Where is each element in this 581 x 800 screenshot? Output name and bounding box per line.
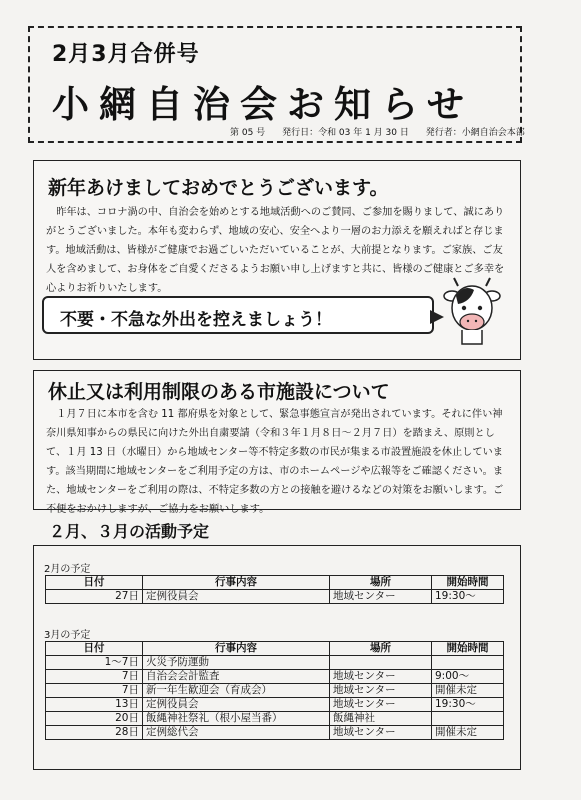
table-row bbox=[46, 712, 504, 726]
newsletter-title: 小網自治会お知らせ bbox=[52, 83, 474, 126]
cell-place: 地域センター bbox=[330, 726, 432, 740]
cell-place: 地域センター bbox=[330, 698, 432, 712]
facilities-section bbox=[33, 370, 521, 515]
cell-event: 定例役員会 bbox=[143, 590, 330, 604]
cell-event: 定例役員会 bbox=[143, 698, 330, 712]
publisher: 発行者：小網自治会本部 bbox=[425, 128, 525, 138]
col-place: 場所 bbox=[330, 642, 432, 656]
issue-label: 2月3月合併号 bbox=[52, 42, 200, 67]
greeting-title: 新年あけましておめでとうございます。 bbox=[48, 177, 389, 199]
cell-time: 開催未定 bbox=[432, 684, 504, 698]
cell-date: 7日 bbox=[46, 670, 143, 684]
feb-table bbox=[45, 575, 504, 604]
table-row bbox=[46, 726, 504, 740]
col-date: 日付 bbox=[46, 576, 143, 590]
col-time: 開始時間 bbox=[432, 576, 504, 590]
cell-time: 19:30～ bbox=[432, 590, 504, 604]
greeting-body: 昨年は、コロナ渦の中、自治会を始めとする地域活動へのご賛同、ご参加を賜りまして、誠にありがとうございました。本年も変わらず、地域の安心、安全へより一層のお力添えを願えればと存じます。地域活動は、皆様がご健康でお過ごしいただいていることが、大前提となります。ご家族、ご友人を含めまして、お身体をご自愛くださるようお願い申し上げますと共に、皆様のご健康とご多幸を心よりお祈りいたします。 bbox=[46, 207, 505, 294]
facilities-body-wrap bbox=[46, 405, 510, 519]
table-row bbox=[46, 684, 504, 698]
cell-date: 13日 bbox=[46, 698, 143, 712]
table-row bbox=[46, 670, 504, 684]
table-header-row bbox=[46, 576, 504, 590]
table-header-row bbox=[46, 642, 504, 656]
issue-number: 第 05 号 bbox=[230, 128, 266, 138]
cell-place: 地域センター bbox=[330, 590, 432, 604]
publish-date: 発行日：令和 03 年 1 月 30 日 bbox=[282, 128, 409, 138]
cell-event: 新一年生歓迎会（育成会） bbox=[143, 684, 330, 698]
table-row bbox=[46, 698, 504, 712]
cell-place: 飯縄神社 bbox=[330, 712, 432, 726]
greeting-section bbox=[33, 160, 521, 360]
cell-time: 開催未定 bbox=[432, 726, 504, 740]
mar-table bbox=[45, 641, 504, 740]
cow-mascot-icon bbox=[442, 276, 502, 348]
cell-time bbox=[432, 656, 504, 670]
bubble-text: 不要・不急な外出を控えましょう！ bbox=[60, 310, 332, 330]
table-row bbox=[46, 656, 504, 670]
cell-event: 飯縄神社祭礼（根小屋当番） bbox=[143, 712, 330, 726]
col-date: 日付 bbox=[46, 642, 143, 656]
cell-date: 1～7日 bbox=[46, 656, 143, 670]
cell-event: 自治会会計監査 bbox=[143, 670, 330, 684]
table-row bbox=[46, 590, 504, 604]
facilities-body: １月７日に本市を含む 11 都府県を対象として、緊急事態宣言が発出されています。それに伴い神奈川県知事からの県民に向けた外出自粛要請（令和３年１月８日～２月７日）を踏まえ、原則として、１月 13 日（水曜日）から地域センター等不特定多数の市民が集まる市設置施設を休止しています。該当期間に地域センターをご利用予定の方は、市のホームページや広報等をご確認ください。また、地域センターをご利用の際は、不特定多数の方との接触を避けるなどの対策をお願いします。ご不便をおかけしますが、ご協力をお願いします。 bbox=[46, 409, 504, 515]
cell-time: 9:00～ bbox=[432, 670, 504, 684]
cell-place bbox=[330, 656, 432, 670]
cell-date: 28日 bbox=[46, 726, 143, 740]
schedule-title: ２月、３月の活動予定 bbox=[49, 522, 210, 541]
cell-date: 7日 bbox=[46, 684, 143, 698]
col-place: 場所 bbox=[330, 576, 432, 590]
mar-label: 3月の予定 bbox=[44, 630, 91, 641]
cell-date: 27日 bbox=[46, 590, 143, 604]
greeting-body-wrap bbox=[46, 203, 510, 298]
newsletter-header bbox=[28, 26, 525, 143]
col-time: 開始時間 bbox=[432, 642, 504, 656]
cell-place: 地域センター bbox=[330, 670, 432, 684]
facilities-title: 休止又は利用制限のある市施設について bbox=[48, 381, 390, 403]
cell-time: 19:30～ bbox=[432, 698, 504, 712]
publication-meta bbox=[230, 125, 539, 138]
cell-event: 定例総代会 bbox=[143, 726, 330, 740]
speech-bubble bbox=[42, 296, 434, 334]
cell-place: 地域センター bbox=[330, 684, 432, 698]
cell-date: 20日 bbox=[46, 712, 143, 726]
cell-event: 火災予防運動 bbox=[143, 656, 330, 670]
schedule-section bbox=[33, 545, 521, 770]
cell-time bbox=[432, 712, 504, 726]
feb-label: 2月の予定 bbox=[44, 564, 91, 575]
col-event: 行事内容 bbox=[143, 576, 330, 590]
col-event: 行事内容 bbox=[143, 642, 330, 656]
